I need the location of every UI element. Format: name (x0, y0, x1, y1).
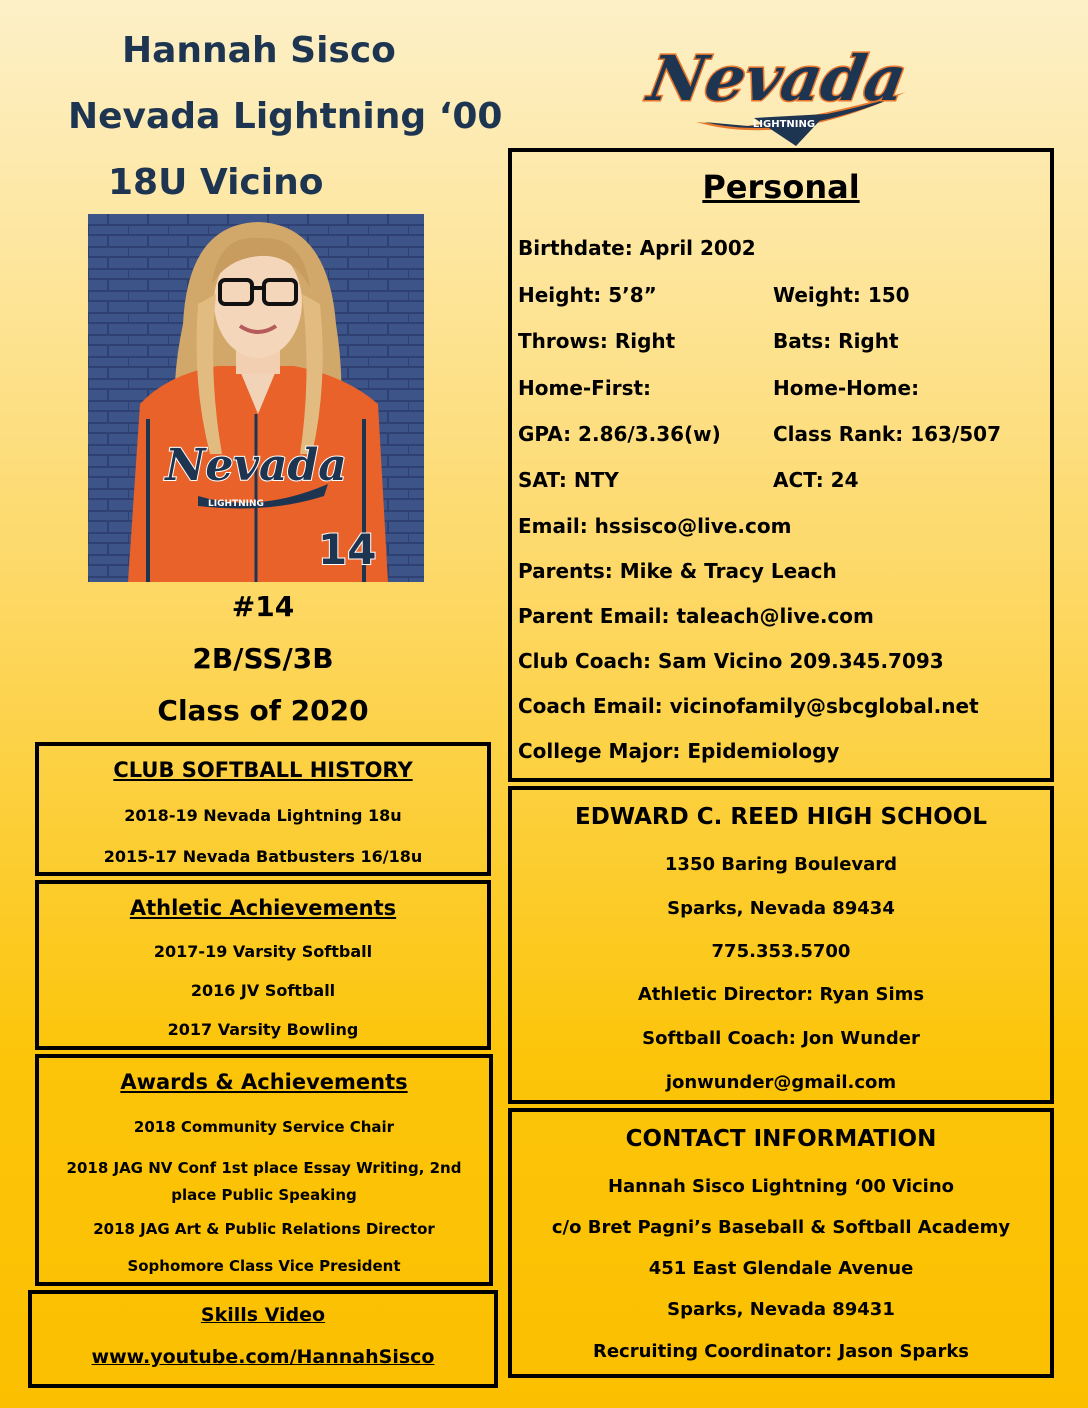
sat: SAT: NTY (518, 468, 619, 492)
club-history-box (35, 742, 491, 876)
athletic-director: Athletic Director: Ryan Sims (637, 984, 925, 1005)
club-history-item: 2018-19 Nevada Lightning 18u (124, 806, 402, 825)
logo-banner-text: LIGHTNING (752, 119, 816, 130)
personal-box (508, 148, 1054, 782)
athletic-title: Athletic Achievements (129, 896, 397, 920)
school-address: 1350 Baring Boulevard (664, 854, 898, 875)
awards-item: 2018 JAG NV Conf 1st place Essay Writing, 2nd place Public Speaking (66, 1159, 462, 1204)
jersey-script-text: Nevada (165, 440, 347, 491)
skills-video-box (28, 1290, 498, 1388)
club-history-item: 2015-17 Nevada Batbusters 16/18u (103, 847, 423, 866)
softball-coach: Softball Coach: Jon Wunder (642, 1028, 920, 1049)
coach-email: Coach Email: vicinofamily@sbcglobal.net (518, 694, 979, 718)
height: Height: 5’8” (518, 283, 657, 307)
high-school-box (508, 786, 1054, 1104)
home-home: Home-Home: (773, 376, 920, 400)
home-first: Home-First: (518, 376, 652, 400)
division-name: 18U Vicino (108, 162, 324, 203)
team-name: Nevada Lightning ‘00 (68, 96, 503, 137)
logo-script-text: Nevada (643, 41, 912, 115)
email: Email: hssisco@live.com (518, 514, 792, 538)
player-photo (88, 214, 424, 582)
athletic-item: 2017 Varsity Bowling (167, 1020, 359, 1039)
contact-line: Hannah Sisco Lightning ‘00 Vicino (607, 1176, 955, 1197)
contact-line: c/o Bret Pagni’s Baseball & Softball Academy (551, 1217, 1011, 1238)
skills-video-title: Skills Video (200, 1304, 326, 1326)
skills-video-link[interactable]: www.youtube.com/HannahSisco (91, 1346, 435, 1368)
personal-title: Personal (702, 168, 860, 206)
nevada-lightning-logo (636, 30, 916, 152)
contact-info-box (508, 1108, 1054, 1378)
club-history-title: CLUB SOFTBALL HISTORY (113, 758, 413, 782)
parent-email: Parent Email: taleach@live.com (518, 604, 874, 628)
birthdate: Birthdate: April 2002 (518, 236, 756, 260)
act: ACT: 24 (773, 468, 859, 492)
weight: Weight: 150 (773, 283, 910, 307)
contact-line: Recruiting Coordinator: Jason Sparks (592, 1341, 970, 1362)
player-name: Hannah Sisco (122, 30, 396, 71)
softball-coach-email: jonwunder@gmail.com (665, 1072, 897, 1093)
awards-item: 2018 Community Service Chair (133, 1118, 395, 1136)
school-phone: 775.353.5700 (711, 941, 851, 962)
awards-title: Awards & Achievements (120, 1070, 408, 1094)
throws: Throws: Right (518, 329, 676, 353)
awards-box (35, 1054, 493, 1286)
contact-line: Sparks, Nevada 89431 (667, 1299, 895, 1320)
bats: Bats: Right (773, 329, 899, 353)
athletic-item: 2017-19 Varsity Softball (153, 942, 373, 961)
jersey-banner-text: LIGHTNING (208, 499, 264, 509)
gpa: GPA: 2.86/3.36(w) (518, 422, 721, 446)
class-year: Class of 2020 (157, 694, 369, 727)
jersey-number-text: 14 (318, 525, 377, 574)
school-city: Sparks, Nevada 89434 (667, 898, 895, 919)
athletic-achievements-box (35, 880, 491, 1050)
athletic-item: 2016 JV Softball (190, 981, 336, 1000)
club-coach: Club Coach: Sam Vicino 209.345.7093 (518, 649, 944, 673)
awards-item: 2018 JAG Art & Public Relations Director (93, 1220, 435, 1238)
college-major: College Major: Epidemiology (518, 739, 840, 763)
jersey-number: #14 (231, 590, 295, 623)
parents: Parents: Mike & Tracy Leach (518, 559, 837, 583)
school-name: EDWARD C. REED HIGH SCHOOL (574, 804, 987, 830)
awards-item: Sophomore Class Vice President (127, 1257, 401, 1275)
contact-line: 451 East Glendale Avenue (648, 1258, 914, 1279)
positions: 2B/SS/3B (192, 642, 334, 675)
class-rank: Class Rank: 163/507 (773, 422, 1001, 446)
contact-title: CONTACT INFORMATION (625, 1126, 937, 1152)
